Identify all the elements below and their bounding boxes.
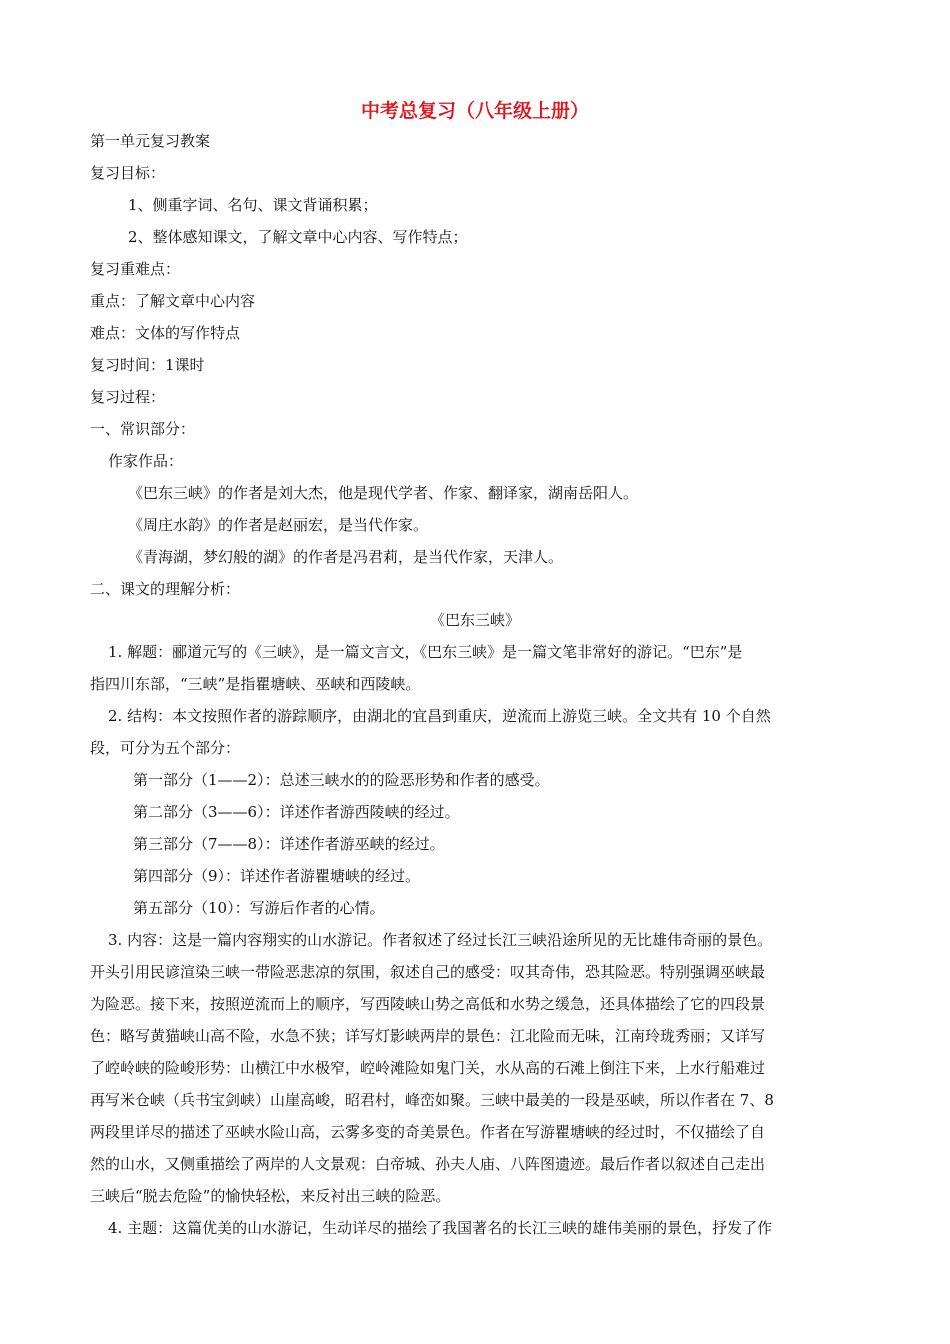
unit-heading: 第一单元复习教案: [90, 132, 211, 150]
paragraph-line: 色：略写黄猫峡山高不险，水急不狭；详写灯影峡两岸的景色：江北险而无味，江南玲珑秀丽；又详写: [90, 1027, 766, 1045]
review-time: 复习时间：1课时: [90, 356, 205, 374]
paragraph-line: 指四川东部，“三峡”是指瞿塘峡、巫峡和西陵峡。: [90, 675, 421, 693]
authors-heading: 作家作品：: [108, 452, 184, 470]
paragraph-line: 2. 结构：本文按照作者的游踪顺序，由湖北的宜昌到重庆，逆流而上游览三峡。全文共有 10 个自然: [108, 707, 771, 725]
paragraph-line: 了崆岭峡的险峻形势：山横江中水极窄，崆岭滩险如鬼门关，水从高的石滩上倒注下来，上水行船难过: [90, 1059, 766, 1077]
difficult-point: 难点：文体的写作特点: [90, 324, 241, 342]
paragraph-line: 两段里详尽的描述了巫峡水险山高，云雾多变的奇美景色。作者在写游瞿塘峡的经过时，不仅描绘了自: [90, 1123, 766, 1141]
author-line: 《巴东三峡》的作者是刘大杰，他是现代学者、作家、翻译家，湖南岳阳人。: [128, 484, 639, 502]
paragraph-line: 3. 内容：这是一篇内容翔实的山水游记。作者叙述了经过长江三峡沿途所见的无比雄伟奇丽的景色。: [108, 931, 773, 949]
key-point: 重点：了解文章中心内容: [90, 292, 256, 310]
part-line: 第三部分（7——8）：详述作者游巫峡的经过。: [133, 835, 445, 853]
section-heading: 一、常识部分：: [90, 420, 196, 438]
process-heading: 复习过程：: [90, 388, 166, 406]
paragraph-line: 开头引用民谚渲染三峡一带险恶悲凉的氛围，叙述自己的感受：叹其奇伟，恐其险恶。特别强调巫峡最: [90, 963, 766, 981]
goal-item: 1、侧重字词、名句、课文背诵积累；: [128, 196, 378, 214]
paragraph-line: 1. 解题：郦道元写的《三峡》，是一篇文言文，《巴东三峡》是一篇文笔非常好的游记。“巴东”是: [108, 643, 743, 661]
author-line: 《青海湖，梦幻般的湖》的作者是冯君莉，是当代作家，天津人。: [128, 548, 564, 566]
part-line: 第一部分（1——2）：总述三峡水的的险恶形势和作者的感受。: [133, 771, 550, 789]
goals-heading: 复习目标：: [90, 164, 166, 182]
section-heading: 二、课文的理解分析：: [90, 580, 241, 598]
paragraph-line: 再写米仓峡（兵书宝剑峡）山崖高峻，昭君村，峰峦如聚。三峡中最美的一段是巫峡，所以作者在 7、8: [90, 1091, 774, 1109]
paragraph-line: 为险恶。接下来，按照逆流而上的顺序，写西陵峡山势之高低和水势之缓急，还具体描绘了它的四段景: [90, 995, 766, 1013]
paragraph-line: 段，可分为五个部分：: [90, 739, 241, 757]
author-line: 《周庄水韵》的作者是赵丽宏，是当代作家。: [128, 516, 429, 534]
paragraph-line: 然的山水，又侧重描绘了两岸的人文景观：白帝城、孙夫人庙、八阵图遗迹。最后作者以叙述自己走出: [90, 1155, 766, 1173]
page-title: 中考总复习（八年级上册）: [360, 100, 589, 122]
paragraph-line: 三峡后“脱去危险”的愉快轻松，来反衬出三峡的险恶。: [90, 1187, 451, 1205]
part-line: 第二部分（3——6）：详述作者游西陵峡的经过。: [133, 803, 460, 821]
part-line: 第五部分（10）：写游后作者的心情。: [133, 899, 385, 917]
part-line: 第四部分（9）：详述作者游瞿塘峡的经过。: [133, 867, 421, 885]
paragraph-line: 4. 主题：这篇优美的山水游记，生动详尽的描绘了我国著名的长江三峡的雄伟美丽的景色，抒发了作: [108, 1219, 773, 1237]
goal-item: 2、整体感知课文，了解文章中心内容、写作特点；: [128, 228, 468, 246]
text-title: 《巴东三峡》: [429, 611, 520, 629]
keypoints-heading: 复习重难点：: [90, 260, 181, 278]
